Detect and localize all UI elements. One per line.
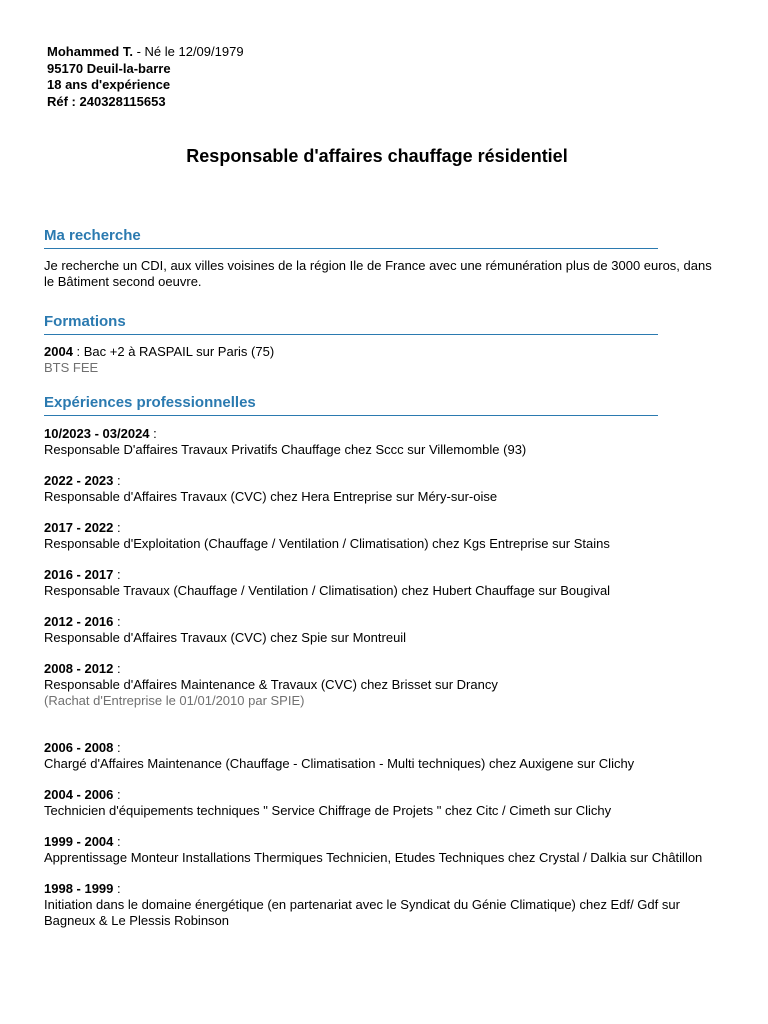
experience-desc: Responsable Travaux (Chauffage / Ventilation / Climatisation) chez Hubert Chauffage sur Bougival bbox=[44, 583, 611, 598]
experience-period: 2006 - 2008 bbox=[44, 740, 114, 755]
candidate-name: Mohammed T. bbox=[47, 44, 133, 59]
experience-item bbox=[44, 881, 734, 929]
period-separator: : bbox=[113, 661, 121, 676]
experience-period: 2004 - 2006 bbox=[44, 787, 114, 802]
experience-note: (Rachat d'Entreprise le 01/01/2010 par SPIE) bbox=[44, 693, 305, 708]
section-experiences bbox=[44, 394, 658, 416]
birth-date: - Né le 12/09/1979 bbox=[132, 44, 244, 59]
experience-desc: Responsable d'Affaires Maintenance & Travaux (CVC) chez Brisset sur Drancy bbox=[44, 677, 498, 692]
experience-period: 2022 - 2023 bbox=[44, 473, 114, 488]
experience-item bbox=[44, 426, 734, 458]
name-line bbox=[47, 44, 244, 61]
experience-desc: Initiation dans le domaine énergétique (en partenariat avec le Syndicat du Génie Climatique) chez Edf/ Gdf sur Bagneux & Le Plessis Robinson bbox=[44, 897, 680, 928]
formation-item bbox=[44, 344, 724, 376]
period-separator: : bbox=[113, 834, 121, 849]
experience-desc: Responsable d'Exploitation (Chauffage / Ventilation / Climatisation) chez Kgs Entreprise sur Stains bbox=[44, 536, 610, 551]
candidate-location: 95170 Deuil-la-barre bbox=[47, 60, 171, 76]
experience-item bbox=[44, 661, 734, 709]
period-separator: : bbox=[113, 740, 121, 755]
section-formations bbox=[44, 313, 658, 376]
experience-desc: Technicien d'équipements techniques " Service Chiffrage de Projets " chez Citc / Cimeth sur Clichy bbox=[44, 803, 612, 818]
formation-year: 2004 bbox=[44, 344, 73, 359]
period-separator: : bbox=[113, 614, 121, 629]
period-separator: : bbox=[113, 473, 121, 488]
period-separator: : bbox=[113, 881, 121, 896]
page-title: Responsable d'affaires chauffage résidentiel bbox=[186, 146, 568, 166]
candidate-header bbox=[47, 44, 244, 110]
candidate-experience: 18 ans d'expérience bbox=[47, 77, 171, 92]
candidate-reference: Réf : 240328115653 bbox=[47, 93, 166, 109]
section-heading-recherche: Ma recherche bbox=[44, 227, 658, 249]
experience-desc: Responsable d'Affaires Travaux (CVC) chez Hera Entreprise sur Méry-sur-oise bbox=[44, 489, 498, 504]
experience-period: 1999 - 2004 bbox=[44, 834, 114, 849]
formation-desc: : Bac +2 à RASPAIL sur Paris (75) bbox=[72, 344, 275, 359]
experience-item bbox=[44, 567, 734, 599]
formation-sub: BTS FEE bbox=[44, 360, 99, 375]
experience-desc: Responsable d'Affaires Travaux (CVC) chez Spie sur Montreuil bbox=[44, 630, 407, 645]
experience-period: 2016 - 2017 bbox=[44, 567, 114, 582]
period-separator: : bbox=[113, 567, 121, 582]
experience-period: 2012 - 2016 bbox=[44, 614, 114, 629]
experience-list bbox=[44, 426, 734, 944]
experience-item bbox=[44, 834, 734, 866]
section-heading-experiences: Expériences professionnelles bbox=[44, 394, 658, 416]
experience-desc: Responsable D'affaires Travaux Privatifs Chauffage chez Sccc sur Villemomble (93) bbox=[44, 442, 527, 457]
experience-desc: Chargé d'Affaires Maintenance (Chauffage - Climatisation - Multi techniques) chez Auxigene sur Clichy bbox=[44, 756, 635, 771]
experience-item bbox=[44, 787, 734, 819]
section-recherche bbox=[44, 227, 712, 290]
experience-desc: Apprentissage Monteur Installations Thermiques Technicien, Etudes Techniques chez Crystal / Dalkia sur Châtillon bbox=[44, 850, 703, 865]
period-separator: : bbox=[113, 787, 121, 802]
recherche-text: Je recherche un CDI, aux villes voisines de la région Ile de France avec une rémunération plus de 3000 euros, dans le Bâtiment second oeuvre. bbox=[44, 258, 712, 289]
experience-period: 2017 - 2022 bbox=[44, 520, 114, 535]
period-separator: : bbox=[149, 426, 157, 441]
experience-item bbox=[44, 473, 734, 505]
experience-period: 10/2023 - 03/2024 bbox=[44, 426, 150, 441]
section-heading-formations: Formations bbox=[44, 313, 658, 335]
experience-item bbox=[44, 614, 734, 646]
experience-item bbox=[44, 740, 734, 772]
experience-period: 2008 - 2012 bbox=[44, 661, 114, 676]
period-separator: : bbox=[113, 520, 121, 535]
experience-item bbox=[44, 520, 734, 552]
experience-period: 1998 - 1999 bbox=[44, 881, 114, 896]
